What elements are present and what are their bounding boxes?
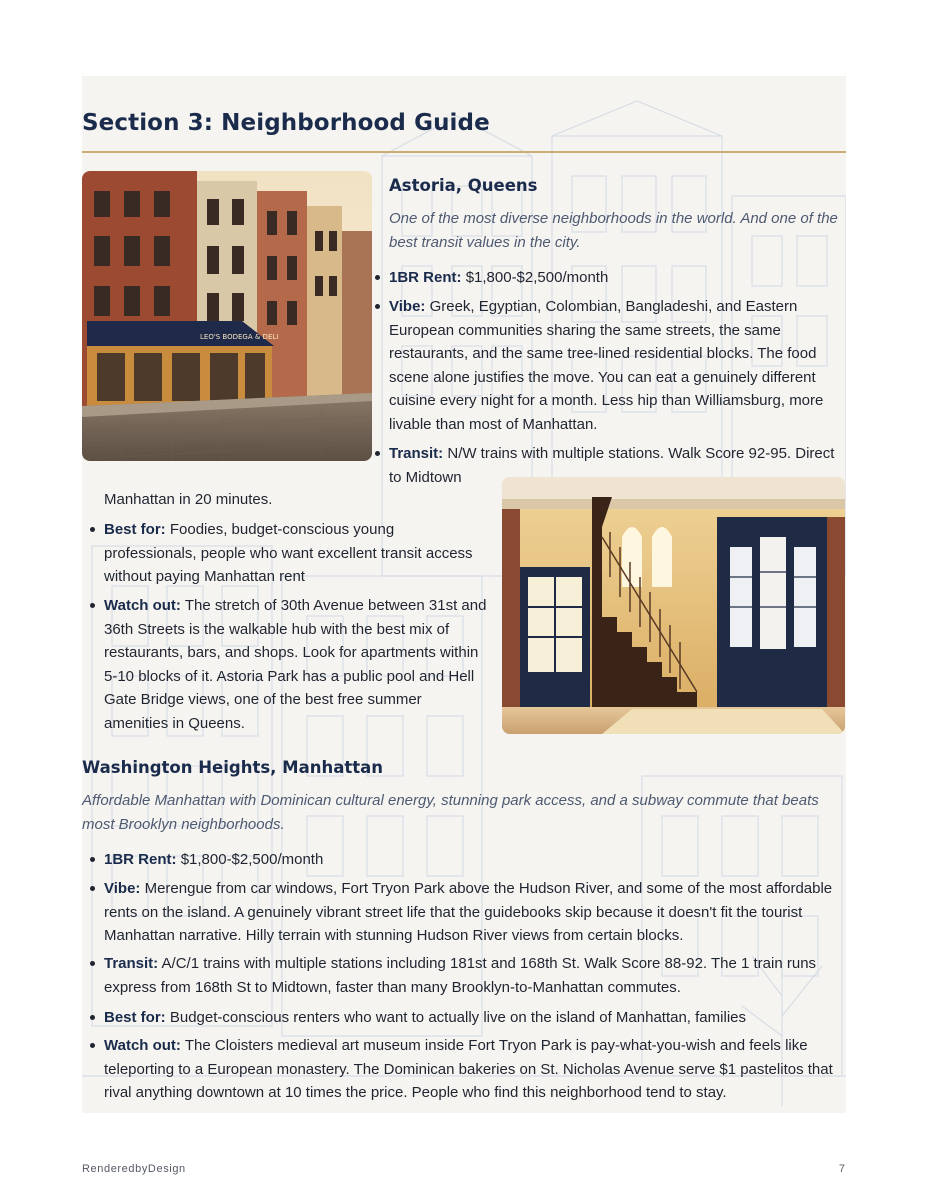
astoria-vibe-text: Greek, Egyptian, Colombian, Bangladeshi, and Eastern European communities sharing the same streets, the same restaurants, and the same tree-lined residential blocks. The food scene alone justifies the move. You can eat a genuinely different cuisine every night for a month. Less hip than Williamsburg, more livable than most of Manhattan. [389,298,824,433]
title-divider [82,151,846,153]
astoria-tagline: One of the most diverse neighborhoods in the world. And one of the best transit values in the city. [389,210,838,251]
astoria-rent-item [389,266,844,290]
brownstone-interior-photo [502,477,845,734]
wh-transit-text: A/C/1 trains with multiple stations including 181st and 168th St. Walk Score 88-92. The 1 train runs express from 168th St to Midtown, faster than many Brooklyn-to-Manhattan commutes. [104,955,817,996]
astoria-transit-label: Transit: [389,445,444,462]
astoria-street-photo [82,171,372,461]
astoria-bestfor-text: Foodies, budget-conscious young professionals, people who want excellent transit access without paying Manhattan rent [104,521,473,585]
wh-watchout-item [104,1034,844,1105]
astoria-rent-label: 1BR Rent: [389,269,462,286]
astoria-vibe-item [389,295,836,436]
washington-heights-heading: Washington Heights, Manhattan [82,758,384,777]
wh-bestfor-label: Best for: [104,1009,166,1026]
wh-vibe-item [104,877,844,948]
astoria-transit-continued: Manhattan in 20 minutes. [104,491,273,508]
page-number: 7 [838,1163,845,1175]
wh-bestfor-item [104,1006,844,1030]
wh-watchout-text: The Cloisters medieval art museum inside Fort Tryon Park is pay-what-you-wish and feels like teleporting to a European monastery. The Dominican bakeries on St. Nicholas Avenue serve $1 pastelitos that rival anything downtown at 10 times the price. People who find this neighborhood tend to stay. [104,1037,833,1101]
section-title: Section 3: Neighborhood Guide [82,110,490,136]
astoria-watchout-label: Watch out: [104,597,181,614]
wh-rent-value: $1,800-$2,500/month [180,851,324,868]
wh-watchout-label: Watch out: [104,1037,181,1054]
astoria-bestfor-label: Best for: [104,521,166,538]
astoria-vibe-label: Vibe: [389,298,426,315]
astoria-bestfor-item [104,518,489,589]
astoria-watchout-text: The stretch of 30th Avenue between 31st and 36th Streets is the walkable hub with the best mix of restaurants, bars, and shops. Look for apartments within 5-10 blocks of it. Astoria Park has a public pool and Hell Gate Bridge views, one of the best free summer amenities in Queens. [104,597,487,732]
astoria-heading: Astoria, Queens [389,176,538,195]
wh-rent-item [104,848,844,872]
wh-rent-label: 1BR Rent: [104,851,177,868]
bodega-sign-text: LEO'S BODEGA & DELI [200,333,279,341]
wh-transit-label: Transit: [104,955,159,972]
washington-heights-tagline: Affordable Manhattan with Dominican cultural energy, stunning park access, and a subway commute that beats most Brooklyn neighborhoods. [82,792,819,833]
astoria-transit-text: N/W trains with multiple stations. Walk Score 92-95. Direct to Midtown [389,445,835,486]
footer-brand: RenderedbyDesign [82,1163,186,1175]
astoria-rent-value: $1,800-$2,500/month [465,269,609,286]
wh-vibe-label: Vibe: [104,880,141,897]
astoria-watchout-item [104,594,489,735]
wh-transit-item [104,952,844,999]
wh-vibe-text: Merengue from car windows, Fort Tryon Park above the Hudson River, and some of the most affordable rents on the island. A genuinely vibrant street life that the guidebooks skip because it doesn't fit the tourist Manhattan narrative. Hilly terrain with stunning Hudson River views from certain blocks. [104,880,833,944]
wh-bestfor-text: Budget-conscious renters who want to actually live on the island of Manhattan, families [169,1009,746,1026]
